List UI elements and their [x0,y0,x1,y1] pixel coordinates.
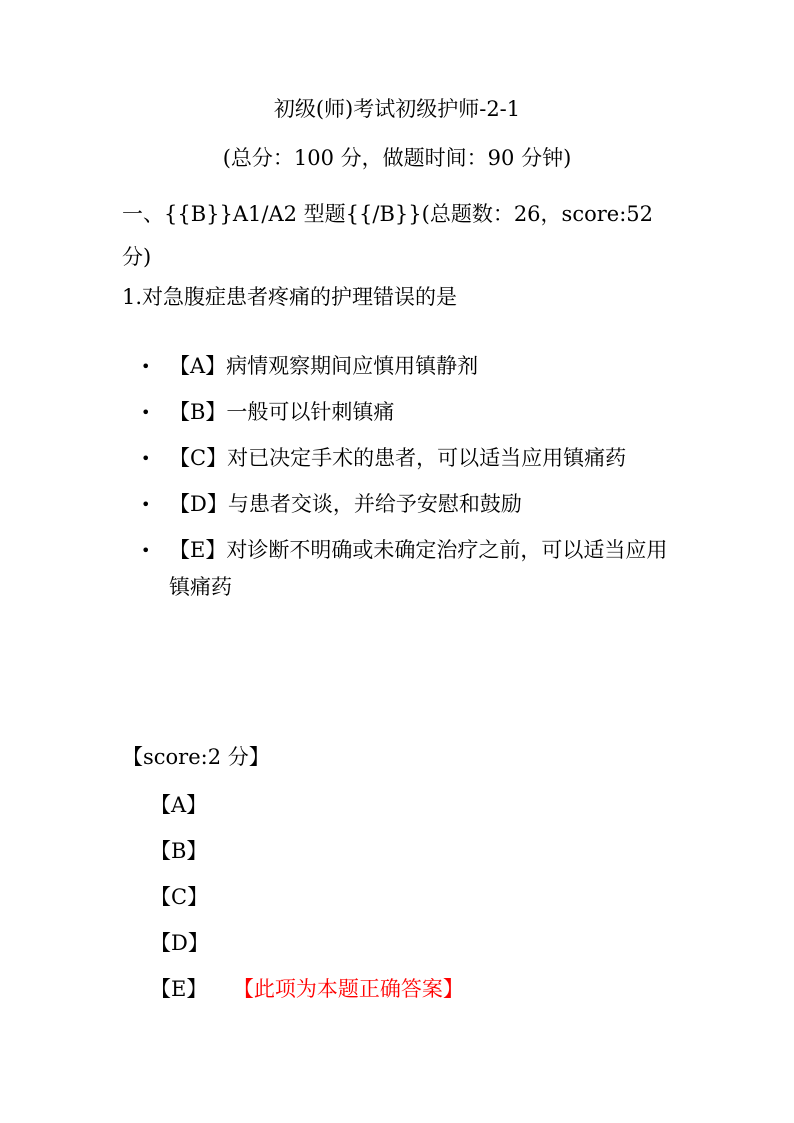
bullet-icon: • [141,541,151,560]
answer-a [150,792,464,838]
correct-answer-note: 【此项为本题正确答案】 [243,977,464,1001]
answer-list [150,792,464,1022]
answer-e [150,976,464,1022]
answer-c [150,884,464,930]
option-label: 【E】对诊断不明确或未确定治疗之前，可以适当应用镇痛药 [169,538,668,599]
option-list [122,348,682,615]
exam-info: (总分：100 分，做题时间：90 分钟) [222,146,572,170]
option-label: 【B】一般可以针刺镇痛 [169,400,395,424]
section-heading: 一、{{B}}A1/A2 型题{{/B}}(总题数：26，score:52 分) [122,202,653,269]
answer-label: 【A】 [150,793,208,817]
answer-d [150,930,464,976]
option-e [122,532,682,606]
answer-label: 【C】 [150,885,209,909]
option-a [122,348,682,385]
document-title: 初级(师)考试初级护师-2-1 [273,97,521,121]
answer-label: 【E】 [150,977,208,1001]
bullet-icon: • [141,495,151,514]
option-c [122,440,682,477]
bullet-icon: • [141,449,151,468]
option-label: 【D】与患者交谈，并给予安慰和鼓励 [169,492,522,516]
answer-label: 【D】 [150,931,209,955]
option-label: 【A】病情观察期间应慎用镇静剂 [169,354,479,378]
bullet-icon: • [141,357,151,376]
option-b [122,394,682,431]
question-stem: 1.对急腹症患者疼痛的护理错误的是 [122,285,458,309]
answer-b [150,838,464,884]
answer-label: 【B】 [150,839,208,863]
score-label: 【score:2 分】 [122,745,270,769]
option-d [122,486,682,523]
bullet-icon: • [141,403,151,422]
option-label: 【C】对已决定手术的患者，可以适当应用镇痛药 [169,446,627,470]
